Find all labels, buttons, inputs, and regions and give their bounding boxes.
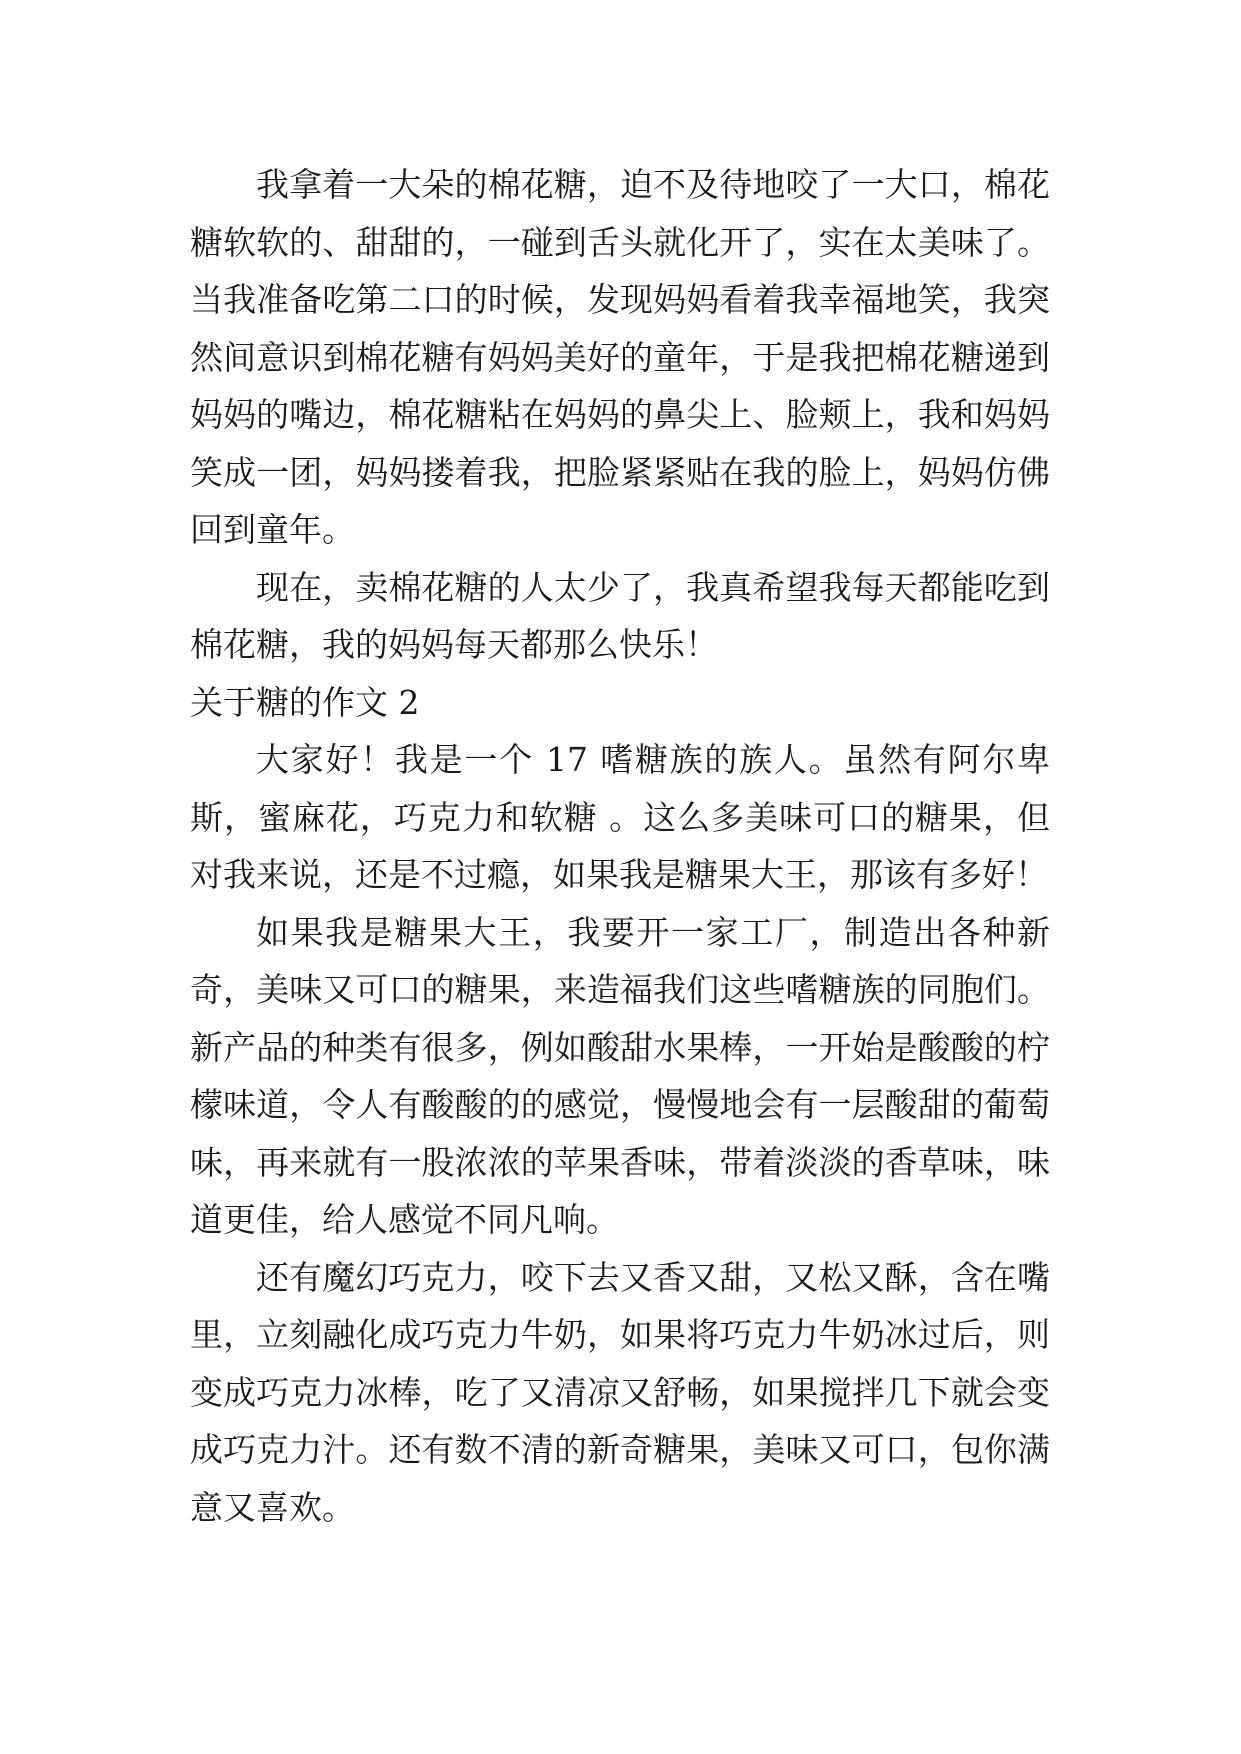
paragraph: 如果我是糖果大王，我要开一家工厂，制造出各种新奇，美味又可口的糖果，来造福我们这些嗜糖族的同胞们。新产品的种类有很多，例如酸甜水果棒，一开始是酸酸的柠檬味道，令人有酸酸的的感觉，慢慢地会有一层酸甜的葡萄味，再来就有一股浓浓的苹果香味，带着淡淡的香草味，味道更佳，给人感觉不同凡响。 xyxy=(190,912,1050,1239)
paragraph: 还有魔幻巧克力，咬下去又香又甜，又松又酥，含在嘴里，立刻融化成巧克力牛奶，如果将巧克力牛奶冰过后，则变成巧克力冰棒，吃了又清凉又舒畅，如果搅拌几下就会变成巧克力汁。还有数不清的新奇糖果，美味又可口，包你满意又喜欢。 xyxy=(190,1257,1050,1527)
document-body xyxy=(190,156,1050,1536)
paragraph: 现在，卖棉花糖的人太少了，我真希望我每天都能吃到棉花糖，我的妈妈每天都那么快乐！ xyxy=(190,567,1050,664)
paragraph: 我拿着一大朵的棉花糖，迫不及待地咬了一大口，棉花糖软软的、甜甜的，一碰到舌头就化开了，实在太美味了。当我准备吃第二口的时候，发现妈妈看着我幸福地笑，我突然间意识到棉花糖有妈妈美好的童年，于是我把棉花糖递到妈妈的嘴边，棉花糖粘在妈妈的鼻尖上、脸颊上，我和妈妈笑成一团，妈妈搂着我，把脸紧紧贴在我的脸上，妈妈仿佛回到童年。 xyxy=(190,165,1050,549)
paragraph: 大家好！我是一个 17 嗜糖族的族人。虽然有阿尔卑斯，蜜麻花，巧克力和软糖 。这么多美味可口的糖果，但对我来说，还是不过瘾，如果我是糖果大王，那该有多好！ xyxy=(190,740,1050,894)
section-title: 关于糖的作文 2 xyxy=(190,682,420,722)
